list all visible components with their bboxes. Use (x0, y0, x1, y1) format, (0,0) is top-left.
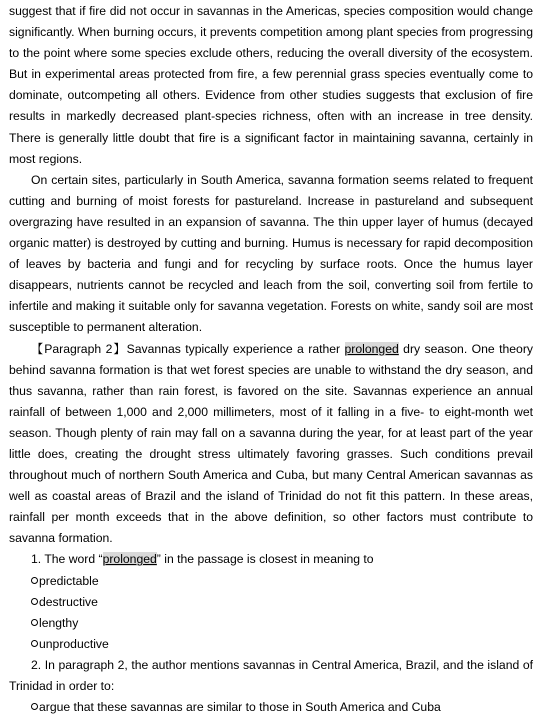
radio-circle-icon[interactable] (31, 619, 38, 626)
paragraph-text: Savannas typically experience a rather (126, 341, 345, 356)
radio-circle-icon[interactable] (31, 703, 38, 710)
paragraph-text: dry season. One theory behind savanna formation is that wet forest species are unable to withstand the dry season, and thus savanna, rather than rain forest, is favored on the site. Savannas experience an annual rainfall of between 1,000 and 2,000 millimeters, most of it falling in a five- to eight-month wet season. Though plenty of rain may fall on a savanna during the year, for at least part of the year little does, creating the drought stress ultimately favoring grasses. Such conditions prevail throughout much of northern South America and Cuba, but many Central American savannas as well as coastal areas of Brazil and the island of Trinidad do not fit this pattern. In these areas, rainfall per month exceeds that in the above definition, so other factors must contribute to savanna formation. (9, 341, 533, 546)
answer-option[interactable] (9, 697, 533, 716)
answer-option-label: predictable (39, 573, 99, 588)
answer-option-label: unproductive (39, 636, 109, 651)
highlighted-word: prolonged (344, 341, 399, 356)
passage-paragraph: suggest that if fire did not occur in savannas in the Americas, species composition would change significantly. When burning occurs, it prevents competition among plant species from progressing to the point where some species exclude others, reducing the overall diversity of the ecosystem. But in experimental areas protected from fire, a few perennial grass species eventually come to dominate, outcompeting all others. Evidence from other studies suggests that exclusion of fire results in markedly decreased plant-species richness, often with an increase in tree density. There is generally little doubt that fire is a significant factor in maintaining savanna, certainly in most regions. (9, 4, 533, 166)
highlighted-word: prolonged (102, 552, 157, 567)
paragraph-label: 【Paragraph 2】 (31, 341, 127, 356)
answer-option[interactable] (9, 592, 533, 613)
answer-option-label: lengthy (39, 615, 79, 630)
radio-circle-icon[interactable] (31, 598, 38, 605)
question-2-stem: 2. In paragraph 2, the author mentions savannas in Central America, Brazil, and the island of Trinidad in order to: (9, 657, 533, 693)
answer-option[interactable] (9, 634, 533, 655)
answer-option-label: destructive (39, 594, 98, 609)
passage-paragraph-2 (9, 339, 533, 550)
passage-paragraph: On certain sites, particularly in South America, savanna formation seems related to frequent cutting and burning of moist forests for pastureland. Increase in pastureland and subsequent overgrazing have resulted in an expansion of savanna. The thin upper layer of humus (decayed organic matter) is destroyed by cutting and burning. Humus is necessary for rapid decomposition of leaves by bacteria and fungi and for recycling by surface roots. Once the humus layer disappears, nutrients cannot be recycled and leach from the soil, converting soil from fertile to infertile and making it suitable only for savanna vegetation. Forests on white, sandy soil are most susceptible to permanent alteration. (9, 172, 533, 335)
answer-option[interactable] (9, 613, 533, 634)
radio-circle-icon[interactable] (31, 577, 38, 584)
radio-circle-icon[interactable] (31, 640, 38, 647)
answer-option-label: argue that these savannas are similar to those in South America and Cuba (39, 700, 441, 715)
answer-option[interactable] (9, 571, 533, 592)
question-1-stem: 1. The word “prolonged” in the passage is closest in meaning to (31, 552, 374, 567)
